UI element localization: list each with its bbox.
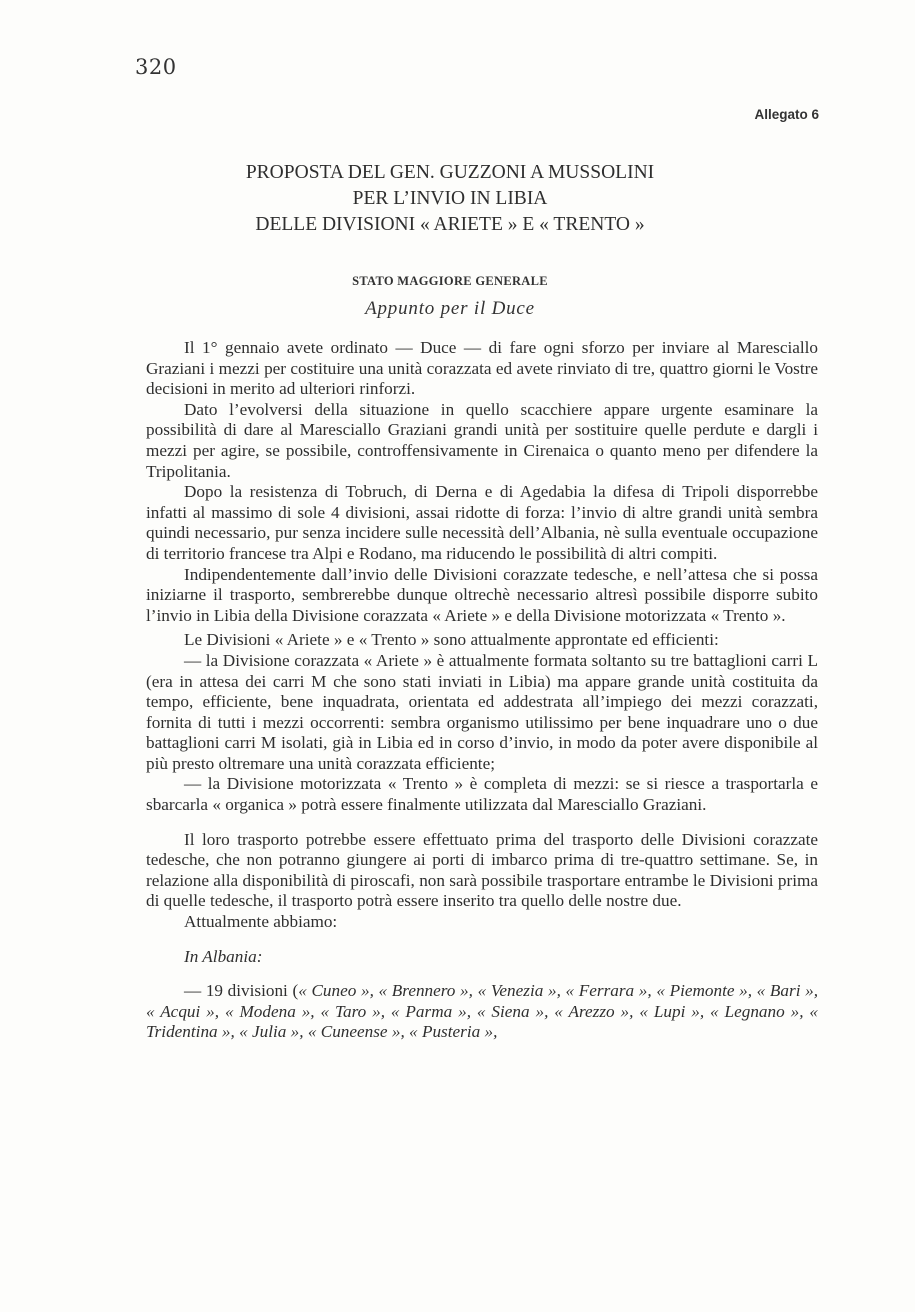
paragraph: Le Divisioni « Ariete » e « Trento » sono attualmente approntate ed efficienti:	[184, 630, 719, 650]
list-item: — la Divisione motorizzata « Trento » è completa di mezzi: se si riesce a trasportarla e sbarcarla « organica » potrà essere finalmente utilizzata dal Maresciallo Graziani.	[146, 774, 818, 815]
paragraph: Indipendentemente dall’invio delle Divisioni corazzate tedesche, e nell’attesa che si possa iniziarne il trasporto, sembrerebbe dunque oltrechè necessario altresì possibile disporre subito l’invio in Libia della Divisione corazzata « Ariete » e della Divisione motorizzata « Trento ».	[146, 564, 818, 625]
paragraph: Dopo la resistenza di Tobruch, di Derna e di Agedabia la difesa di Tripoli disporrebbe infatti al massimo di sole 4 divisioni, assai ridotte di forza: l’invio di altre grandi unità sembra quindi necessario, pur senza incidere sulle necessità dell’Albania, nè sulla eventuale occupazione di territorio francese tra Alpi e Rodano, ma riducendo le possibilità di altri compiti.	[146, 482, 818, 563]
section-label: In Albania:	[184, 946, 263, 966]
list-item	[146, 981, 818, 1043]
list-item: — la Divisione corazzata « Ariete » è attualmente formata soltanto su tre battaglioni carri L (era in attesa dei carri M che sono stati inviati in Libia) ma appare grande unità costituita da tempo, efficiente, bene inquadrata, orientata ed addestrata all’impiego dei mezzi corazzati, fornita di tutti i mezzi occorrenti: sembra organismo utilissimo per bene inquadrare uno o due battaglioni carri M isolati, già in Libia ed in corso d’invio, in modo da poter avere disponibile al più presto oltremare una unità corazzata efficiente;	[146, 650, 818, 773]
division-names: « Cuneo », « Brennero », « Venezia », « Ferrara », « Piemonte », « Bari », « Acqui », « Modena », « Taro », « Parma », « Siena », « Arezzo », « Lupi », « Legnano », « Tridentina », « Julia », « Cuneense », « Pusteria »,	[146, 981, 819, 1042]
paragraph: Il 1° gennaio avete ordinato — Duce — di fare ogni sforzo per inviare al Maresciallo Graziani i mezzi per costituire una unità corazzata ed avete rinviato di tre, quattro giorni le Vostre decisioni in merito ad ulteriori rinforzi.	[146, 338, 818, 399]
title-line-3: DELLE DIVISIONI « ARIETE » E « TRENTO »	[255, 214, 645, 235]
annex-label: Allegato 6	[754, 107, 819, 122]
title-line-1: PROPOSTA DEL GEN. GUZZONI A MUSSOLINI	[245, 162, 655, 183]
paragraph: Dato l’evolversi della situazione in quello scacchiere appare urgente esaminare la possibilità di dare al Maresciallo Graziani grandi unità per sostituire quelle perdute e dargli i mezzi per agire, se possibile, controffensivamente in Cirenaica o quanto meno per difendere la Tripolitania.	[146, 399, 818, 481]
memo-subject: Appunto per il Duce	[365, 298, 535, 319]
document-title	[200, 160, 700, 238]
paragraph: Il loro trasporto potrebbe essere effettuato prima del trasporto delle Divisioni corazzate tedesche, che non potranno giungere ai porti di imbarco prima di tre-quattro settimane. Se, in relazione alla disponibilità di piroscafi, non sarà possibile trasportare entrambe le Divisioni prima di quelle tedesche, il trasporto potrà essere inserito tra quello delle nostre due.	[146, 829, 818, 911]
title-line-2: PER L’INVIO IN LIBIA	[352, 188, 548, 209]
paragraph: Attualmente abbiamo:	[184, 912, 338, 932]
staff-heading: STATO MAGGIORE GENERALE	[352, 274, 548, 288]
page-number: 320	[135, 55, 177, 79]
division-count: — 19 divisioni (	[184, 981, 299, 1001]
document-body	[146, 338, 818, 1043]
